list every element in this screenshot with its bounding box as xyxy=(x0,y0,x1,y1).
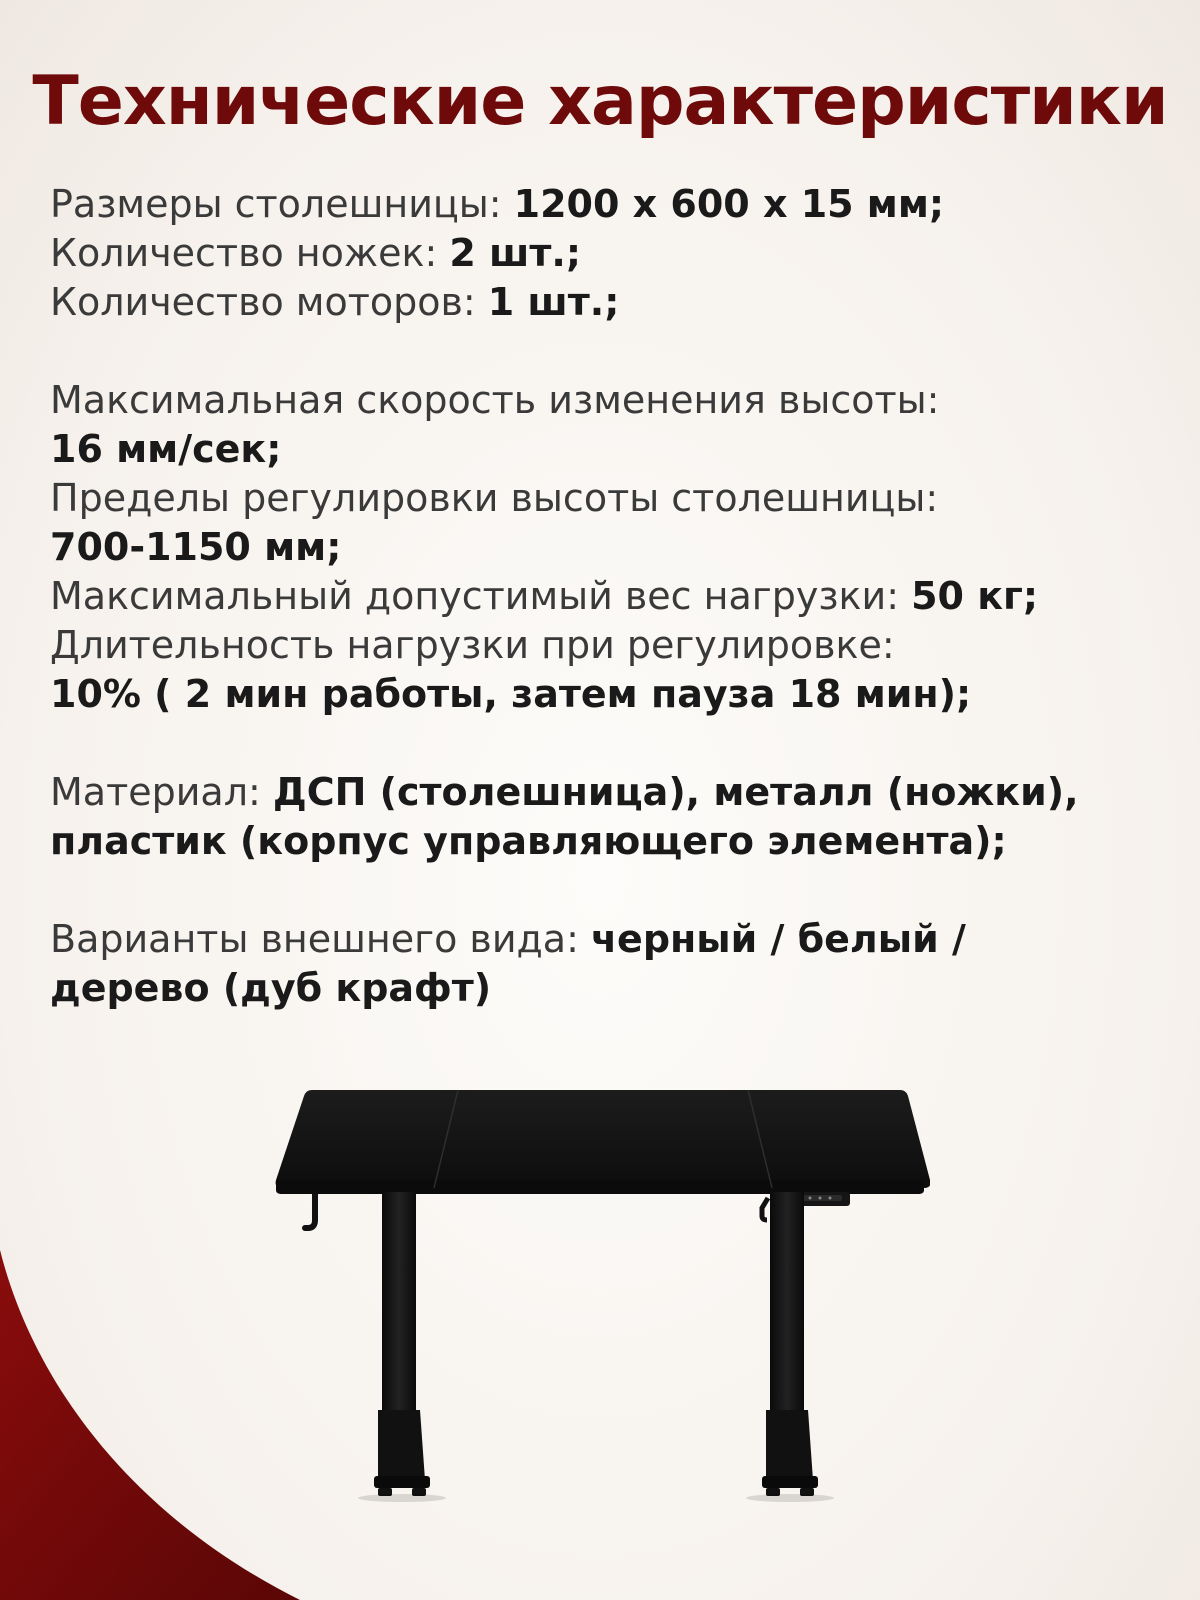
spec-list xyxy=(50,180,1170,1013)
spec-tabletop-size: Размеры столешницы: 1200 х 600 х 15 мм; xyxy=(50,182,945,226)
spacer xyxy=(50,719,1170,768)
spec-material: Материал: ДСП (столешница), металл (ножки), xyxy=(50,770,1079,814)
standing-desk-icon xyxy=(270,1080,930,1520)
spec-max-speed-value: 16 мм/сек; xyxy=(50,427,282,471)
spec-legs-count: Количество ножек: 2 шт.; xyxy=(50,231,582,275)
page-title: Технические характеристики xyxy=(32,62,1168,141)
spacer xyxy=(50,327,1170,376)
spec-duty-cycle-value: 10% ( 2 мин работы, затем пауза 18 мин); xyxy=(50,672,972,716)
spec-max-load: Максимальный допустимый вес нагрузки: 50 кг; xyxy=(50,574,1039,618)
spec-material-cont: пластик (корпус управляющего элемента); xyxy=(50,819,1007,863)
spacer xyxy=(50,866,1170,915)
spec-motors-count: Количество моторов: 1 шт.; xyxy=(50,280,620,324)
spec-colors-cont: дерево (дуб крафт) xyxy=(50,966,492,1010)
spec-height-range-value: 700-1150 мм; xyxy=(50,525,342,569)
spec-max-speed-label: Максимальная скорость изменения высоты: xyxy=(50,378,940,422)
spec-height-range-label: Пределы регулировки высоты столешницы: xyxy=(50,476,939,520)
spec-duty-cycle-label: Длительность нагрузки при регулировке: xyxy=(50,623,895,667)
spec-colors: Варианты внешнего вида: черный / белый / xyxy=(50,917,966,961)
